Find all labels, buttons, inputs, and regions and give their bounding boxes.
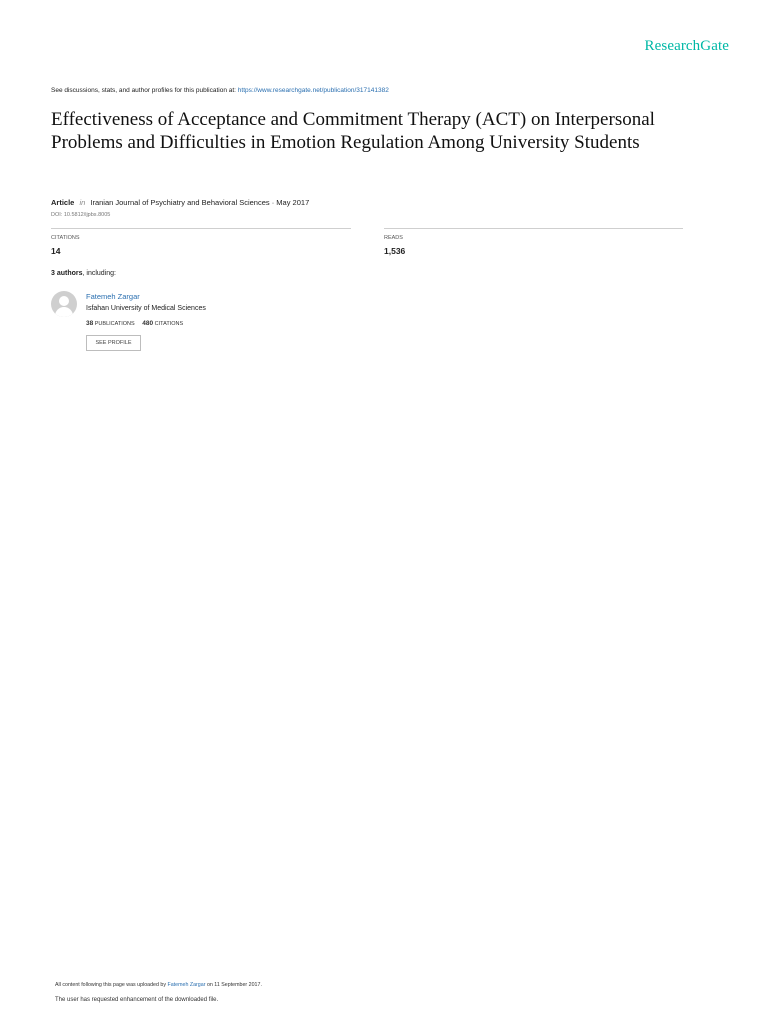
upload-suffix: on 11 September 2017. — [205, 982, 262, 988]
reads-label: READS — [384, 235, 403, 241]
enhancement-note: The user has requested enhancement of the downloaded file. — [55, 997, 219, 1003]
article-in: in — [79, 198, 86, 207]
publication-url-link[interactable]: https://www.researchgate.net/publication/317141382 — [237, 87, 389, 94]
article-meta — [51, 198, 309, 207]
article-title: Effectiveness of Acceptance and Commitment Therapy (ACT) on Interpersonal Problems and Difficulties in Emotion Regulation Among University Students — [51, 109, 655, 153]
publications-count: 38 — [86, 320, 94, 327]
citations-value: 14 — [51, 246, 61, 256]
author-name-link[interactable]: Fatemeh Zargar — [86, 292, 140, 301]
default-user-avatar-icon[interactable] — [51, 291, 77, 317]
article-type: Article — [51, 198, 75, 207]
avatar-head-shape — [59, 296, 69, 306]
uploader-link[interactable]: Fatemeh Zargar — [167, 982, 206, 988]
publications-label: PUBLICATIONS — [94, 321, 135, 327]
author-stats — [86, 320, 183, 327]
author-citations-count: 480 — [142, 320, 154, 327]
journal-info: Iranian Journal of Psychiatry and Behavioral Sciences · May 2017 — [90, 198, 310, 207]
avatar-body-shape — [55, 307, 73, 317]
researchgate-logo[interactable]: ResearchGate — [644, 38, 729, 54]
upload-notice — [55, 982, 262, 988]
reads-divider — [384, 228, 683, 229]
article-doi: DOI: 10.5812/ijpbs.8005 — [51, 212, 111, 218]
author-citations-label: CITATIONS — [154, 321, 184, 327]
author-institution: Isfahan University of Medical Sciences — [86, 305, 206, 312]
upload-prefix: All content following this page was uploaded by — [55, 982, 168, 988]
citations-label: CITATIONS — [51, 235, 80, 241]
citations-divider — [51, 228, 351, 229]
authors-count: 3 authors — [51, 270, 83, 277]
discussion-text: See discussions, stats, and author profiles for this publication at: — [51, 87, 238, 94]
reads-value: 1,536 — [384, 246, 406, 256]
authors-suffix: , including: — [82, 270, 116, 277]
discussion-notice — [51, 87, 389, 94]
authors-heading — [51, 270, 116, 277]
see-profile-button[interactable]: SEE PROFILE — [86, 335, 141, 351]
